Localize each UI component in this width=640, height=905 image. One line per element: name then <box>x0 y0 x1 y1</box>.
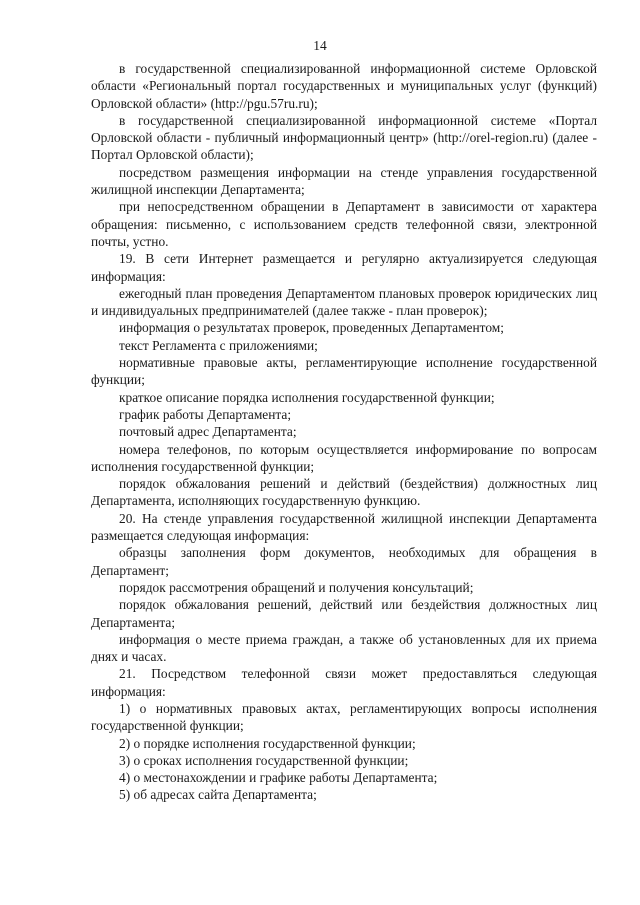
paragraph: 2) о порядке исполнения государственной функции; <box>119 735 416 751</box>
paragraph: график работы Департамента; <box>119 406 292 422</box>
paragraph: номера телефонов, по которым осуществляется информирование по вопросам исполнения государственной функции; <box>91 441 597 474</box>
paragraph: порядок обжалования решений и действий (бездействия) должностных лиц Департамента, исполняющих государственную функцию. <box>91 476 597 509</box>
paragraph: 20. На стенде управления государственной жилищной инспекции Департамента размещается следующая информация: <box>91 510 597 544</box>
paragraph: краткое описание порядка исполнения государственной функции; <box>119 389 495 405</box>
paragraph: 1) о нормативных правовых актах, регламентирующих вопросы исполнения государственной функции; <box>91 700 597 734</box>
paragraph: информация о месте приема граждан, а также об установленных для их приема днях и часах. <box>91 631 597 665</box>
paragraph: 19. В сети Интернет размещается и регулярно актуализируется следующая информация: <box>91 251 597 284</box>
paragraph: порядок обжалования решений, действий или бездействия должностных лиц Департамента; <box>91 597 597 630</box>
page-number: 14 <box>313 38 327 53</box>
paragraph: ежегодный план проведения Департаментом плановых проверок юридических лиц и индивидуальных предпринимателей (далее также - план проверок); <box>91 285 597 319</box>
document-body <box>91 60 597 804</box>
paragraph: информация о результатах проверок, проведенных Департаментом; <box>119 320 504 336</box>
paragraph: при непосредственном обращении в Департамент в зависимости от характера обращения: письменно, с использованием средств телефонной связи, электронной почты, устно. <box>91 199 597 249</box>
paragraph: посредством размещения информации на стенде управления государственной жилищной инспекции Департамента; <box>91 164 597 198</box>
paragraph: 21. Посредством телефонной связи может предоставляться следующая информация: <box>91 666 597 699</box>
paragraph: 4) о местонахождении и графике работы Департамента; <box>119 770 438 786</box>
paragraph: порядок рассмотрения обращений и получения консультаций; <box>119 579 474 595</box>
paragraph: 3) о сроках исполнения государственной функции; <box>119 752 409 768</box>
paragraph: 5) об адресах сайта Департамента; <box>119 787 317 803</box>
paragraph: в государственной специализированной информационной системе «Портал Орловской области - публичный информационный центр» (http://orel-region.ru) (далее - Портал Орловской области); <box>91 112 597 163</box>
paragraph: текст Регламента с приложениями; <box>119 337 318 353</box>
paragraph: в государственной специализированной информационной системе Орловской области «Региональный портал государственных и муниципальных услуг (функций) Орловской области» (http://pgu.57ru.ru); <box>91 61 597 111</box>
paragraph: нормативные правовые акты, регламентирующие исполнение государственной функции; <box>91 355 597 388</box>
paragraph: почтовый адрес Департамента; <box>119 424 297 440</box>
paragraph: образцы заполнения форм документов, необходимых для обращения в Департамент; <box>91 545 597 578</box>
